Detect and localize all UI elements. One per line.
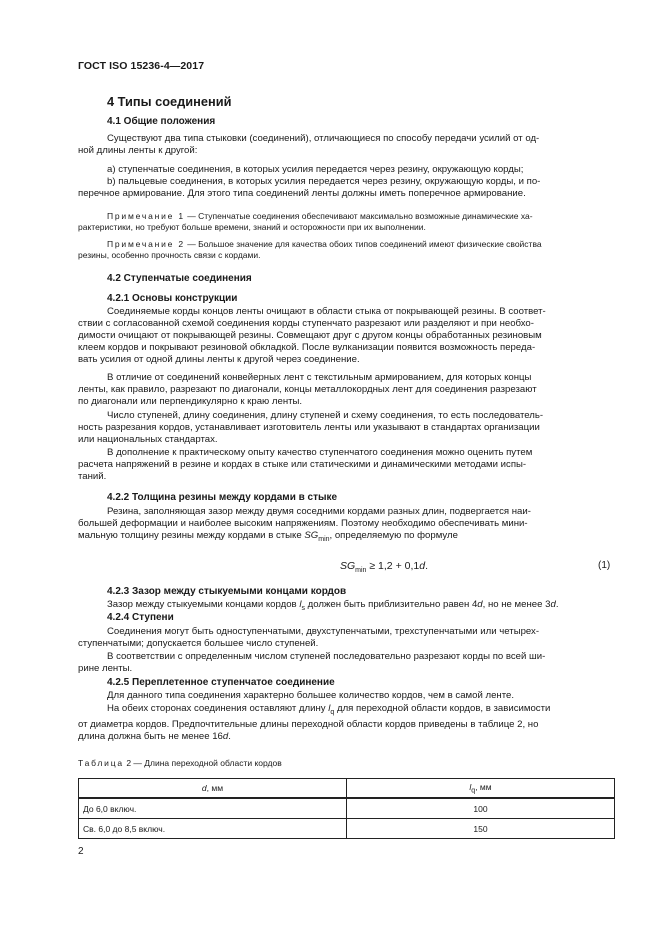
- formula-number: (1): [598, 560, 611, 571]
- table-cell-range: Св. 6,0 до 8,5 включ.: [79, 819, 347, 839]
- page-number: 2: [78, 846, 84, 857]
- section-4-1-title: 4.1 Общие положения: [107, 116, 216, 127]
- list-item-b: b) пальцевые соединения, в которых усилия передается через резину, окружающую корды, и по- перечное армирование. Для этого типа соединений ленты должны иметь поперечное армирование.: [78, 176, 541, 199]
- section-4-2-1-title: 4.2.1 Основы конструкции: [107, 293, 238, 304]
- note-2-label: Примечание 2: [107, 239, 185, 249]
- paragraph-4-2-1-d: В дополнение к практическому опыту качество ступенчатого соединения можно оценить путем расчета напряжений в резине и кордах в стыке или статическими и динамическими методами испы- таний.: [78, 447, 533, 482]
- table-cell-value: 150: [347, 819, 615, 839]
- table-cell-value: 100: [347, 798, 615, 819]
- table-header-row: [79, 779, 615, 799]
- table-row: [79, 819, 615, 839]
- column-header-diameter: d, мм: [79, 779, 347, 799]
- section-4-2-title: 4.2 Ступенчатые соединения: [107, 273, 252, 284]
- table-row: [79, 798, 615, 819]
- paragraph-4-2-1-b: В отличие от соединений конвейерных лент с текстильным армированием, для которых концы ленты, как правило, разрезают по диагонали, концы металлокордных лент для соединения разрезают по диагонали или перпендикулярно к краю ленты.: [78, 372, 537, 407]
- paragraph-4-1-intro: Существуют два типа стыковки (соединений), отличающиеся по способу передачи усилий от од- ной длины ленты к другой:: [78, 133, 540, 156]
- note-1: Примечание 1 — Ступенчатые соединения обеспечивают максимально возможные динамические ха- рактеристики, но требуют больше времени, знаний и осторожности при их выполнении.: [78, 211, 533, 232]
- paragraph-4-2-3: Зазор между стыкуемыми концами кордов $l_s$ должен быть приблизительно равен 4d, но не менее 3d.: [107, 599, 559, 612]
- section-4-2-2-title: 4.2.2 Толщина резины между кордами в стыке: [107, 492, 338, 503]
- document-header: ГОСТ ISO 15236-4—2017: [78, 60, 205, 72]
- column-header-length: $l_q$, мм: [347, 779, 615, 799]
- formula-1: $SG_{min} \ge 1,2 + 0,1d$.: [340, 560, 428, 575]
- paragraph-4-2-5-b: На обеих сторонах соединения оставляют длину $l_q$ для переходной области кордов, в зависимости от диаметра кордов. Предпочтительные длины переходной области кордов приведены в таблице 2, но длина должна быть не менее 16d.: [78, 703, 551, 742]
- paragraph-4-2-2: Резина, заполняющая зазор между двумя соседними кордами разных длин, подвергается наи- большей деформации и наиболее высоким напряжениям. Поэтому необходимо обеспечивать мини- мальную толщину резины между кордами в стыке $SG_{min}$, определяемую по формуле: [78, 506, 531, 543]
- paragraph-4-2-4-b: В соответствии с определенным числом ступеней последовательно разрезают корды по всей ши- рине ленты.: [78, 651, 546, 674]
- section-4-title: 4 Типы соединений: [107, 94, 232, 109]
- section-4-2-4-title: 4.2.4 Ступени: [107, 612, 174, 623]
- section-4-2-3-title: 4.2.3 Зазор между стыкуемыми концами кордов: [107, 586, 347, 597]
- section-4-2-5-title: 4.2.5 Переплетенное ступенчатое соединение: [107, 677, 335, 688]
- note-2: Примечание 2 — Большое значение для качества обоих типов соединений имеют физические свойства резины, особенно прочность связи с кордами.: [78, 239, 542, 260]
- table-2-caption: Таблица 2 — Длина переходной области кордов: [78, 758, 282, 768]
- table-cell-range: До 6,0 включ.: [79, 798, 347, 819]
- table-2: [78, 778, 615, 839]
- list-item-a: а) ступенчатые соединения, в которых усилия передается через резину, окружающую корды;: [107, 164, 524, 175]
- paragraph-4-2-5-a: Для данного типа соединения характерно большее количество кордов, чем в самой ленте.: [107, 690, 515, 701]
- paragraph-4-2-1-c: Число ступеней, длину соединения, длину ступеней и схему соединения, то есть последователь- ность разрезания кордов, устанавливает изготовитель ленты или указывают в стандартах организации или национальных стандартах.: [78, 410, 544, 445]
- note-1-label: Примечание 1: [107, 211, 185, 221]
- paragraph-4-2-1-a: Соединяемые корды концов ленты очищают в области стыка от покрывающей резины. В соответ- ствии с согласованной схемой соединения корды ступенчато разрезают или разделяют и при необхо- димости очищают от покрывающей резины. Совмещают друг с другом концы обработанных резиновым клеем кордов и покрывают резиновой обкладкой. После вулканизации появится возможность переда- вать усилия от одной длины ленты к другой через соединение.: [78, 306, 546, 365]
- paragraph-4-2-4-a: Соединения могут быть одноступенчатыми, двухступенчатыми, трехступенчатыми или четырех- ступенчатыми; допускается большее число ступеней.: [78, 626, 540, 649]
